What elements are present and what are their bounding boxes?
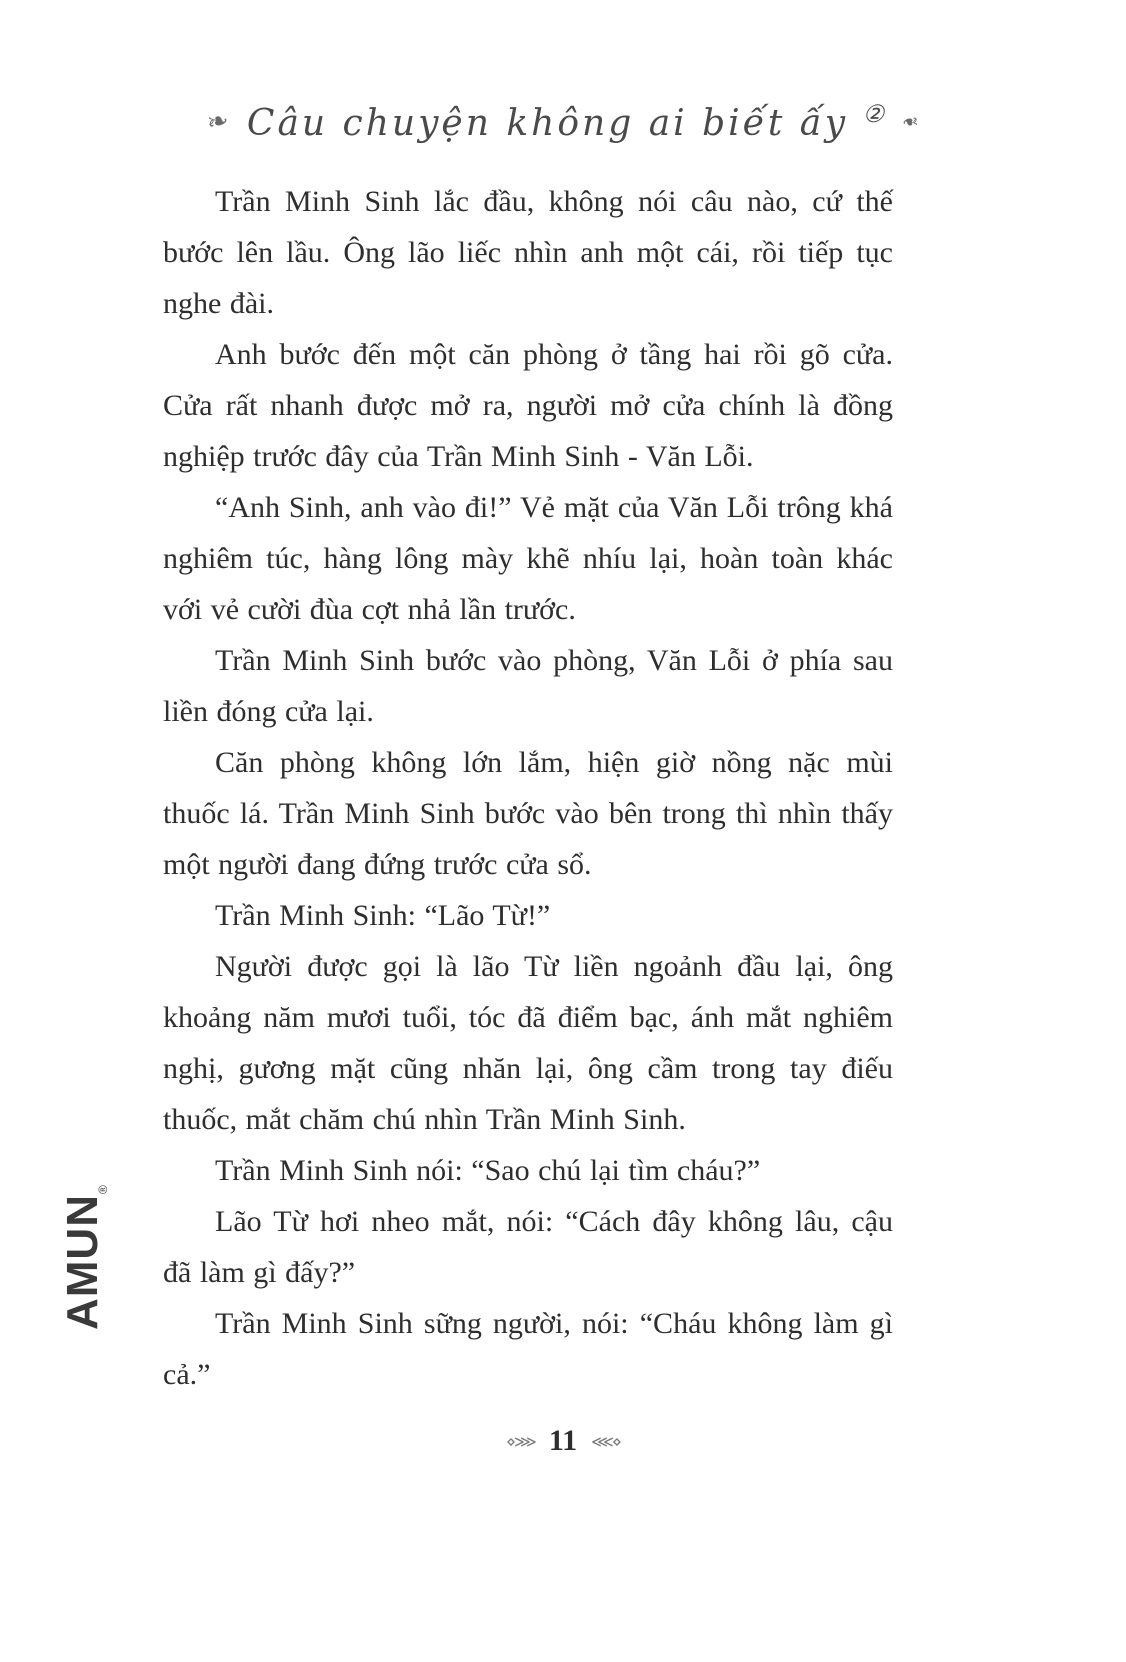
paragraph: Trần Minh Sinh bước vào phòng, Văn Lỗi ở phía sau liền đóng cửa lại.	[163, 644, 893, 728]
paragraph: “Anh Sinh, anh vào đi!” Vẻ mặt của Văn Lỗi trông khá nghiêm túc, hàng lông mày khẽ nhíu lại, hoàn toàn khác với vẻ cười đùa cợt nhả lần trước.	[163, 491, 893, 626]
chapter-header	[0, 100, 1126, 144]
volume-number: ②	[862, 100, 885, 128]
footer-flourish-right-icon: ⋘⋄	[591, 1431, 620, 1451]
paragraph: Lão Từ hơi nheo mắt, nói: “Cách đây không lâu, cậu đã làm gì đấy?”	[163, 1205, 893, 1289]
chapter-title	[247, 100, 884, 144]
chapter-title-text: Câu chuyện không ai biết ấy	[246, 103, 849, 144]
leaf-ornament-icon: ❧	[899, 108, 922, 136]
page-body	[163, 176, 893, 1400]
footer-flourish-left-icon: ⋄⋙	[506, 1431, 535, 1451]
paragraph: Căn phòng không lớn lắm, hiện giờ nồng nặc mùi thuốc lá. Trần Minh Sinh bước vào bên trong thì nhìn thấy một người đang đứng trước cửa sổ.	[163, 746, 893, 881]
paragraph: Trần Minh Sinh sững người, nói: “Cháu không làm gì cả.”	[163, 1307, 893, 1391]
paragraph: Người được gọi là lão Từ liền ngoảnh đầu lại, ông khoảng năm mươi tuổi, tóc đã điểm bạc, ánh mắt nghiêm nghị, gương mặt cũng nhăn lại, ông cầm trong tay điếu thuốc, mắt chăm chú nhìn Trần Minh Sinh.	[163, 950, 893, 1136]
page-footer	[0, 1424, 1126, 1458]
paragraph: Anh bước đến một căn phòng ở tầng hai rồi gõ cửa. Cửa rất nhanh được mở ra, người mở cửa chính là đồng nghiệp trước đây của Trần Minh Sinh - Văn Lỗi.	[163, 338, 893, 473]
leaf-ornament-icon: ❧	[204, 105, 232, 139]
paragraph: Trần Minh Sinh: “Lão Từ!”	[215, 899, 551, 932]
paragraph: Trần Minh Sinh nói: “Sao chú lại tìm cháu?”	[215, 1154, 761, 1187]
registered-trademark-icon: ®	[95, 1184, 110, 1195]
publisher-logo	[58, 1184, 110, 1330]
paragraph: Trần Minh Sinh lắc đầu, không nói câu nào, cứ thế bước lên lầu. Ông lão liếc nhìn anh một cái, rồi tiếp tục nghe đài.	[163, 185, 893, 320]
page-number: 11	[548, 1424, 578, 1457]
publisher-logo-text: AMUN	[58, 1194, 107, 1330]
